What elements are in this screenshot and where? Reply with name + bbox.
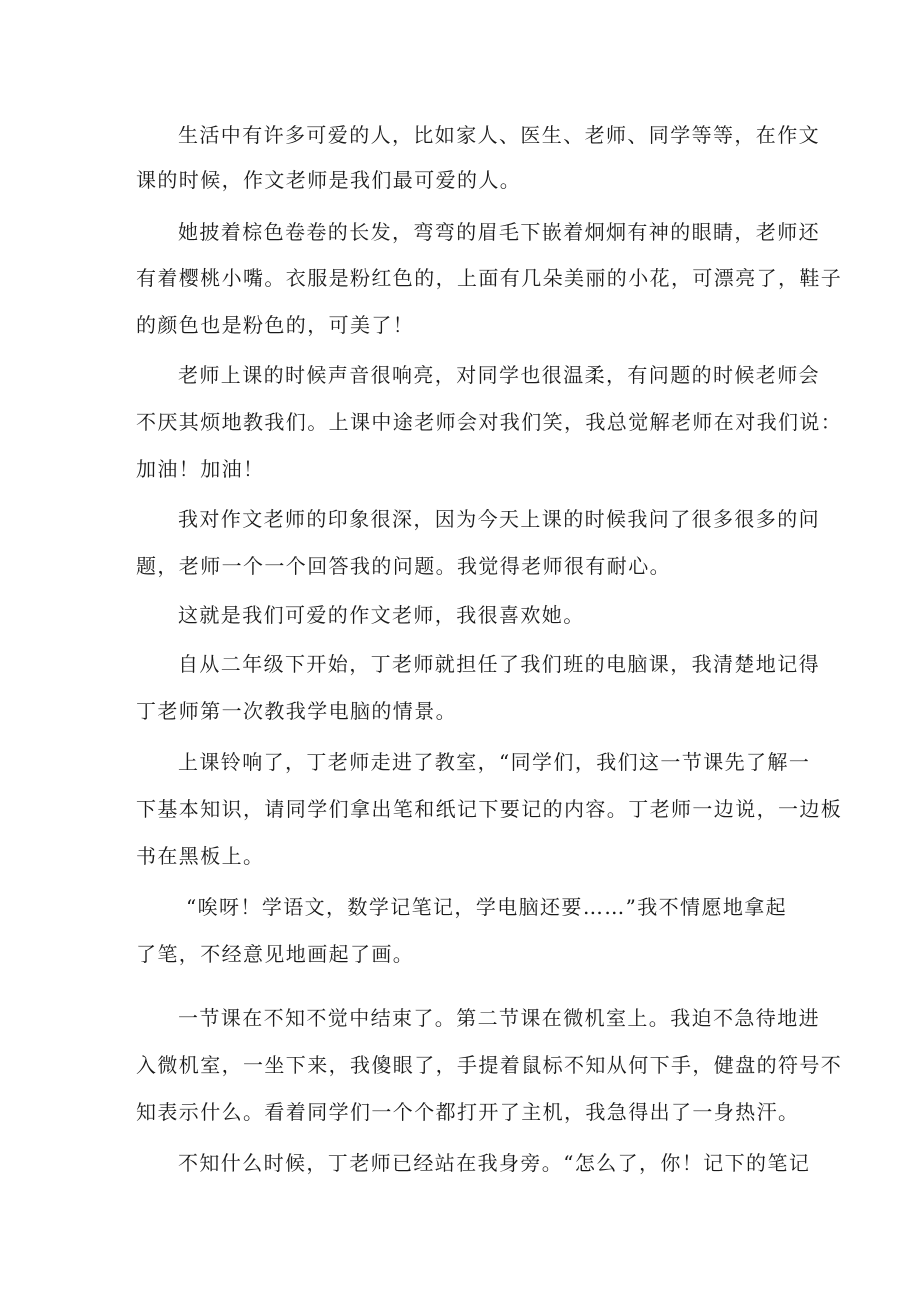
text-line: 她披着棕色卷卷的长发，弯弯的眉毛下嵌着炯炯有神的眼睛，老师还 — [178, 220, 820, 244]
text-line: 了笔，不经意见地画起了画。 — [136, 942, 415, 966]
text-line: 题，老师一个一个回答我的问题。我觉得老师很有耐心。 — [136, 554, 671, 578]
text-line: 上课铃响了，丁老师走进了教室，“同学们，我们这一节课先了解一 — [178, 750, 811, 774]
text-line: 自从二年级下开始，丁老师就担任了我们班的电脑课，我清楚地记得 — [178, 652, 820, 676]
text-line: 丁老师第一次教我学电脑的情景。 — [136, 699, 457, 723]
text-line: “唉呀！学语文，数学记笔记，学电脑还要……”我不情愿地拿起 — [186, 895, 788, 919]
text-line: 我对作文老师的印象很深，因为今天上课的时候我问了很多很多的问 — [178, 507, 820, 531]
text-line: 不厌其烦地教我们。上课中途老师会对我们笑，我总觉解老师在对我们说： — [136, 410, 843, 434]
text-line: 入微机室，一坐下来，我傻眼了，手提着鼠标不知从何下手，健盘的符号不 — [136, 1053, 843, 1077]
text-line: 课的时候，作文老师是我们最可爱的人。 — [136, 168, 522, 192]
text-line: 的颜色也是粉色的，可美了！ — [136, 313, 415, 337]
text-line: 不知什么时候，丁老师已经站在我身旁。“怎么了，你！记下的笔记 — [178, 1151, 811, 1175]
text-line: 一节课在不知不觉中结束了。第二节课在微机室上。我迫不急待地进 — [178, 1006, 820, 1030]
text-line: 加油！加油！ — [136, 457, 265, 481]
text-line: 下基本知识，请同学们拿出笔和纸记下要记的内容。丁老师一边说，一边板 — [136, 797, 843, 821]
text-line: 这就是我们可爱的作文老师，我很喜欢她。 — [178, 603, 585, 627]
text-line: 老师上课的时候声音很响亮，对同学也很温柔，有问题的时候老师会 — [178, 363, 820, 387]
text-line: 生活中有许多可爱的人，比如家人、医生、老师、同学等等，在作文 — [178, 123, 820, 147]
text-line: 书在黑板上。 — [136, 844, 265, 868]
text-line: 有着樱桃小嘴。衣服是粉红色的，上面有几朵美丽的小花，可漂亮了，鞋子 — [136, 266, 843, 290]
text-line: 知表示什么。看着同学们一个个都打开了主机，我急得出了一身热汗。 — [136, 1100, 800, 1124]
